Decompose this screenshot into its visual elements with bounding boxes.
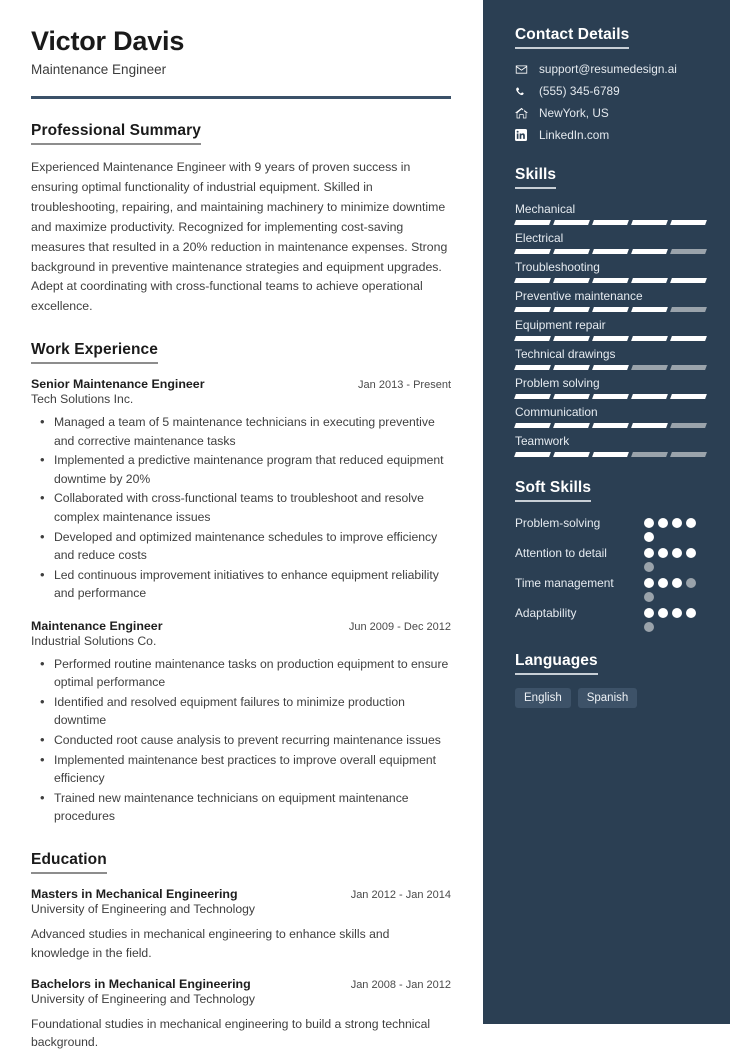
soft-skill-dot bbox=[658, 578, 668, 588]
education-entry-header bbox=[31, 887, 451, 901]
skill-level-segment bbox=[553, 278, 590, 283]
soft-skill-level-dots bbox=[644, 575, 706, 602]
soft-skill-dot bbox=[686, 518, 696, 528]
skill-row bbox=[515, 202, 706, 225]
home-icon bbox=[515, 107, 533, 120]
education-list bbox=[31, 887, 451, 1052]
skill-level-segment bbox=[553, 452, 590, 457]
skill-level-segment bbox=[592, 423, 629, 428]
soft-skill-dot bbox=[686, 548, 696, 558]
skill-level-segment bbox=[631, 220, 668, 225]
skill-level-bar bbox=[515, 307, 706, 312]
work-experience-list bbox=[31, 377, 451, 825]
list-item: • Collaborated with cross-functional teams to troubleshoot and resolve complex maintenance issues bbox=[31, 489, 451, 526]
skill-level-segment bbox=[592, 336, 629, 341]
education-entry-dates: Jan 2008 - Jan 2012 bbox=[341, 979, 451, 991]
header-job-title: Maintenance Engineer bbox=[31, 62, 451, 77]
education-entry-degree: Masters in Mechanical Engineering bbox=[31, 887, 238, 901]
skill-level-segment bbox=[514, 249, 551, 254]
list-item: • Implemented maintenance best practices to improve overall equipment efficiency bbox=[31, 751, 451, 788]
skill-level-segment bbox=[670, 249, 707, 254]
soft-skill-dot bbox=[658, 548, 668, 558]
skill-level-segment bbox=[631, 336, 668, 341]
work-entry-company: Tech Solutions Inc. bbox=[31, 392, 451, 406]
work-experience-entry bbox=[31, 377, 451, 602]
skill-row bbox=[515, 289, 706, 312]
soft-skill-level-dots bbox=[644, 605, 706, 632]
skill-level-bar bbox=[515, 278, 706, 283]
skill-level-segment bbox=[592, 394, 629, 399]
skill-row bbox=[515, 318, 706, 341]
skill-level-bar bbox=[515, 249, 706, 254]
education-entry-dates: Jan 2012 - Jan 2014 bbox=[341, 889, 451, 901]
skill-level-segment bbox=[553, 394, 590, 399]
education-entry-school: University of Engineering and Technology bbox=[31, 992, 451, 1006]
skill-level-segment bbox=[553, 307, 590, 312]
skill-name: Technical drawings bbox=[515, 347, 706, 361]
soft-skill-row bbox=[515, 515, 706, 542]
education-entry-description: Advanced studies in mechanical engineering to enhance skills and knowledge in the field. bbox=[31, 925, 451, 963]
skill-level-segment bbox=[514, 365, 551, 370]
skill-level-segment bbox=[553, 336, 590, 341]
work-entry-header bbox=[31, 619, 451, 633]
skill-level-segment bbox=[592, 278, 629, 283]
page-title: Victor Davis bbox=[31, 26, 451, 57]
skill-row bbox=[515, 347, 706, 370]
education-entry-description: Foundational studies in mechanical engineering to build a strong technical background. bbox=[31, 1015, 451, 1052]
list-item: • Developed and optimized maintenance schedules to improve efficiency and reduce costs bbox=[31, 528, 451, 565]
section-heading-soft-skills: Soft Skills bbox=[515, 479, 591, 502]
list-item: • Managed a team of 5 maintenance technicians in executing preventive and corrective maintenance tasks bbox=[31, 413, 451, 450]
work-entry-dates: Jun 2009 - Dec 2012 bbox=[339, 621, 451, 633]
skill-level-segment bbox=[670, 452, 707, 457]
education-entry bbox=[31, 887, 451, 963]
skill-row bbox=[515, 434, 706, 457]
skill-name: Problem solving bbox=[515, 376, 706, 390]
skill-name: Equipment repair bbox=[515, 318, 706, 332]
soft-skill-dot bbox=[644, 592, 654, 602]
list-item: • Identified and resolved equipment failures to minimize production downtime bbox=[31, 693, 451, 730]
soft-skill-dot bbox=[644, 532, 654, 542]
skill-level-segment bbox=[592, 452, 629, 457]
soft-skill-row bbox=[515, 575, 706, 602]
section-heading-contact: Contact Details bbox=[515, 26, 629, 49]
skill-name: Electrical bbox=[515, 231, 706, 245]
soft-skill-row bbox=[515, 545, 706, 572]
skill-level-segment bbox=[670, 307, 707, 312]
skill-level-segment bbox=[670, 336, 707, 341]
soft-skill-dot bbox=[644, 548, 654, 558]
skill-level-segment bbox=[670, 394, 707, 399]
skill-level-segment bbox=[592, 365, 629, 370]
section-heading-skills: Skills bbox=[515, 166, 556, 189]
languages-list bbox=[515, 688, 706, 708]
contact-item-value: support@resumedesign.ai bbox=[539, 62, 677, 76]
section-heading-work: Work Experience bbox=[31, 341, 158, 364]
work-entry-company: Industrial Solutions Co. bbox=[31, 634, 451, 648]
skill-row bbox=[515, 405, 706, 428]
soft-skill-dot bbox=[672, 608, 682, 618]
soft-skill-dot bbox=[644, 622, 654, 632]
skill-level-segment bbox=[514, 394, 551, 399]
skill-level-segment bbox=[514, 307, 551, 312]
skill-level-segment bbox=[670, 220, 707, 225]
skill-level-bar bbox=[515, 394, 706, 399]
list-item: • Trained new maintenance technicians on equipment maintenance procedures bbox=[31, 789, 451, 826]
list-item: • Led continuous improvement initiatives to enhance equipment reliability and performance bbox=[31, 566, 451, 603]
work-entry-role: Maintenance Engineer bbox=[31, 619, 163, 633]
skill-name: Troubleshooting bbox=[515, 260, 706, 274]
language-chip: English bbox=[515, 688, 571, 708]
contact-item-value: LinkedIn.com bbox=[539, 128, 609, 142]
skill-level-segment bbox=[553, 423, 590, 428]
work-experience-entry bbox=[31, 619, 451, 826]
skill-name: Communication bbox=[515, 405, 706, 419]
skill-level-segment bbox=[514, 452, 551, 457]
skill-level-segment bbox=[631, 307, 668, 312]
skill-level-segment bbox=[592, 307, 629, 312]
section-heading-education: Education bbox=[31, 851, 107, 874]
skill-level-segment bbox=[553, 220, 590, 225]
soft-skill-level-dots bbox=[644, 515, 706, 542]
soft-skill-dot bbox=[672, 578, 682, 588]
education-entry-degree: Bachelors in Mechanical Engineering bbox=[31, 977, 251, 991]
skill-level-segment bbox=[514, 220, 551, 225]
skill-level-bar bbox=[515, 423, 706, 428]
skill-row bbox=[515, 231, 706, 254]
skill-level-segment bbox=[514, 423, 551, 428]
work-entry-bullets bbox=[31, 655, 451, 826]
header-divider bbox=[31, 96, 451, 99]
soft-skill-level-dots bbox=[644, 545, 706, 572]
skill-level-segment bbox=[631, 278, 668, 283]
skill-level-segment bbox=[592, 220, 629, 225]
contact-item-value: (555) 345-6789 bbox=[539, 84, 620, 98]
work-entry-role: Senior Maintenance Engineer bbox=[31, 377, 205, 391]
contact-item-value: NewYork, US bbox=[539, 106, 609, 120]
skill-name: Mechanical bbox=[515, 202, 706, 216]
skill-name: Teamwork bbox=[515, 434, 706, 448]
soft-skill-dot bbox=[644, 608, 654, 618]
phone-icon bbox=[515, 85, 533, 98]
contact-list bbox=[515, 62, 706, 142]
language-chip: Spanish bbox=[578, 688, 638, 708]
soft-skill-dot bbox=[644, 562, 654, 572]
list-item: • Performed routine maintenance tasks on production equipment to ensure optimal performance bbox=[31, 655, 451, 692]
section-spacer bbox=[31, 842, 451, 851]
soft-skill-name: Time management bbox=[515, 575, 627, 591]
skill-level-segment bbox=[670, 423, 707, 428]
skill-level-segment bbox=[631, 452, 668, 457]
skill-level-segment bbox=[670, 278, 707, 283]
soft-skill-dot bbox=[672, 548, 682, 558]
summary-text: Experienced Maintenance Engineer with 9 years of proven success in ensuring optimal functionality of industrial equipment. Skilled in troubleshooting, repairing, and maintaining machinery to minimize downtime and maximize productivity. Recognized for implementing cost-saving measures that resulted in a 20% reduction in maintenance expenses. Strong background in preventive maintenance strategies and equipment upgrades. Adept at coordinating with cross-functional teams to achieve operational excellence. bbox=[31, 158, 451, 317]
soft-skill-name: Problem-solving bbox=[515, 515, 627, 531]
soft-skill-name: Adaptability bbox=[515, 605, 627, 621]
skill-level-segment bbox=[592, 249, 629, 254]
skill-level-segment bbox=[514, 336, 551, 341]
soft-skill-dot bbox=[686, 578, 696, 588]
skill-level-bar bbox=[515, 336, 706, 341]
contact-item[interactable] bbox=[515, 62, 706, 76]
education-entry bbox=[31, 977, 451, 1052]
skill-level-segment bbox=[514, 278, 551, 283]
work-entry-header bbox=[31, 377, 451, 391]
contact-item[interactable] bbox=[515, 84, 706, 98]
skill-level-segment bbox=[631, 423, 668, 428]
skill-level-segment bbox=[631, 365, 668, 370]
skill-level-bar bbox=[515, 365, 706, 370]
education-entry-school: University of Engineering and Technology bbox=[31, 902, 451, 916]
skill-row bbox=[515, 260, 706, 283]
soft-skill-dot bbox=[644, 518, 654, 528]
work-entry-bullets bbox=[31, 413, 451, 602]
list-item: • Implemented a predictive maintenance program that reduced equipment downtime by 20% bbox=[31, 451, 451, 488]
sidebar bbox=[483, 0, 730, 1024]
skill-name: Preventive maintenance bbox=[515, 289, 706, 303]
soft-skill-dot bbox=[644, 578, 654, 588]
envelope-icon bbox=[515, 63, 533, 76]
soft-skill-dot bbox=[672, 518, 682, 528]
work-entry-dates: Jan 2013 - Present bbox=[348, 379, 451, 391]
skill-level-bar bbox=[515, 220, 706, 225]
soft-skill-dot bbox=[658, 608, 668, 618]
section-heading-summary: Professional Summary bbox=[31, 122, 201, 145]
soft-skill-name: Attention to detail bbox=[515, 545, 627, 561]
skill-level-segment bbox=[553, 249, 590, 254]
skill-level-segment bbox=[553, 365, 590, 370]
skill-level-segment bbox=[670, 365, 707, 370]
contact-item[interactable] bbox=[515, 128, 706, 142]
skill-row bbox=[515, 376, 706, 399]
soft-skill-dot bbox=[686, 608, 696, 618]
contact-item[interactable] bbox=[515, 106, 706, 120]
soft-skill-row bbox=[515, 605, 706, 632]
skill-level-bar bbox=[515, 452, 706, 457]
list-item: • Conducted root cause analysis to prevent recurring maintenance issues bbox=[31, 731, 451, 750]
soft-skill-dot bbox=[658, 518, 668, 528]
education-entry-header bbox=[31, 977, 451, 991]
skill-level-segment bbox=[631, 394, 668, 399]
section-heading-languages: Languages bbox=[515, 652, 598, 675]
soft-skills-list bbox=[515, 515, 706, 632]
skill-level-segment bbox=[631, 249, 668, 254]
linkedin-icon bbox=[515, 129, 533, 141]
skills-list bbox=[515, 202, 706, 457]
